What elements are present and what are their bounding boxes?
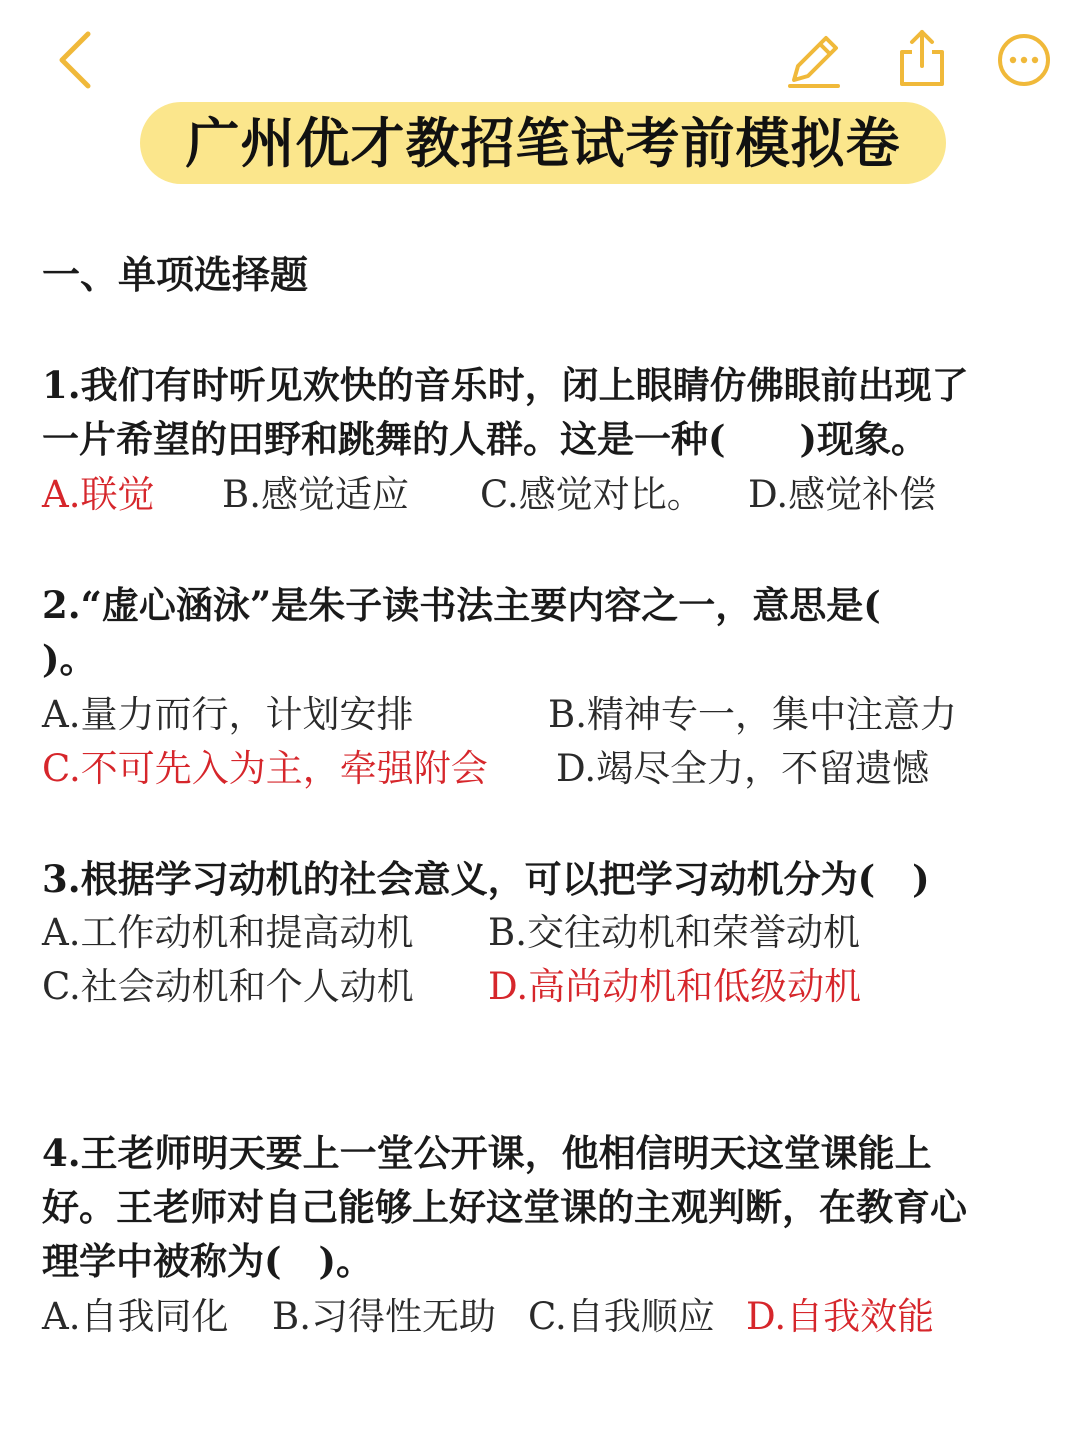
question-4-option-b: B.习得性无助	[272, 1295, 496, 1338]
question-2-option-c: C.不可先入为主，牵强附会	[42, 747, 488, 790]
share-icon[interactable]	[892, 26, 952, 90]
question-4-line-3: 理学中被称为( )。	[42, 1239, 374, 1283]
page-title: 广州优才教招笔试考前模拟卷	[185, 111, 901, 175]
question-2-option-b: B.精神专一，集中注意力	[548, 693, 957, 736]
question-3-option-a: A.工作动机和提高动机	[42, 911, 414, 954]
question-1-line-2: 一片希望的田野和跳舞的人群。这是一种( )现象。	[42, 417, 929, 461]
question-2-line-2: )。	[42, 637, 97, 681]
chevron-left-icon[interactable]	[48, 28, 100, 92]
question-3-option-b: B.交往动机和荣誉动机	[488, 911, 860, 954]
question-1-option-d: D.感觉补偿	[748, 473, 937, 516]
pencil-icon[interactable]	[784, 30, 844, 90]
question-4-option-a: A.自我同化	[42, 1295, 229, 1338]
question-2-option-a: A.量力而行，计划安排	[42, 693, 414, 736]
question-3-option-d: D.高尚动机和低级动机	[488, 965, 862, 1008]
question-3-line-1: 3.根据学习动机的社会意义，可以把学习动机分为( )	[42, 857, 930, 901]
section-heading: 一、单项选择题	[42, 252, 309, 297]
question-4-line-2: 好。王老师对自己能够上好这堂课的主观判断，在教育心	[42, 1185, 967, 1229]
question-2-option-d: D.竭尽全力，不留遗憾	[556, 747, 930, 790]
question-4-option-d: D.自我效能	[746, 1295, 935, 1338]
question-1-option-b: B.感觉适应	[222, 473, 409, 516]
question-1-option-a: A.联觉	[42, 473, 155, 516]
question-3-option-c: C.社会动机和个人动机	[42, 965, 414, 1008]
more-icon[interactable]	[996, 32, 1052, 88]
question-1-option-c: C.感觉对比。	[480, 473, 704, 516]
question-2-line-1: 2.“虚心涵泳”是朱子读书法主要内容之一，意思是(	[42, 583, 881, 627]
question-4-option-c: C.自我顺应	[528, 1295, 715, 1338]
question-1-line-1: 1.我们有时听见欢快的音乐时，闭上眼睛仿佛眼前出现了	[42, 363, 969, 407]
question-4-line-1: 4.王老师明天要上一堂公开课，他相信明天这堂课能上	[42, 1131, 932, 1175]
